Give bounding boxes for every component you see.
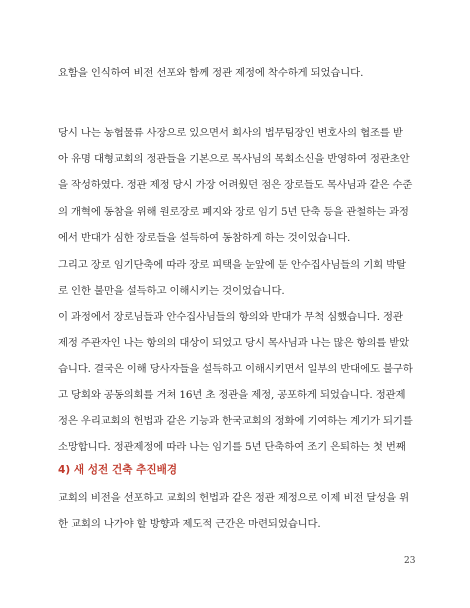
body-line: 고 당회와 공동의회를 거쳐 16년 초 정관을 제정, 공포하게 되었습니다. 정관제 <box>58 389 406 401</box>
body-line: 교회의 비전을 선포하고 교회의 헌법과 같은 정관 제정으로 이제 비전 달성을 위 <box>58 492 410 504</box>
body-line: 을 작성하였다. 정관 제정 당시 가장 어려웠던 점은 장로들도 목사님과 같은 수준 <box>58 179 413 191</box>
body-line: 한 교회의 나가야 할 방향과 제도적 근간은 마련되었습니다. <box>58 518 321 530</box>
page-number: 23 <box>404 556 416 566</box>
body-line: 로 인한 불만을 설득하고 이해시키는 것이었습니다. <box>58 285 285 297</box>
body-line: 요함을 인식하여 비전 선포와 함께 정관 제정에 착수하게 되었습니다. <box>58 67 364 79</box>
body-line: 그리고 장로 임기단축에 따라 장로 피택을 눈앞에 둔 안수집사님들의 기회 박탈 <box>58 259 406 271</box>
body-line: 정은 우리교회의 헌법과 같은 기능과 한국교회의 정화에 기여하는 계기가 되기를 <box>58 415 413 427</box>
body-line: 제정 주관자인 나는 항의의 대상이 되었고 당시 목사님과 나는 많은 항의를 받았 <box>58 337 410 349</box>
body-line: 습니다. 결국은 이해 당사자들을 설득하고 이해시키면서 일부의 반대에도 불구하 <box>58 363 413 375</box>
body-line: 이 과정에서 장로님들과 안수집사님들의 항의와 반대가 무척 심했습니다. 정관 <box>58 311 403 323</box>
body-line: 에서 반대가 심한 장로들을 설득하여 동참하게 하는 것이었습니다. <box>58 232 351 244</box>
section-heading: 4) 새 성전 건축 추진배경 <box>58 464 178 476</box>
body-line: 아 유명 대형교회의 정관들을 기본으로 목사님의 목회소신을 반영하여 정관초안 <box>58 153 410 165</box>
body-line: 의 개혁에 동참을 위해 원로장로 폐지와 장로 임기 5년 단축 등을 관철하는 과정 <box>58 206 409 218</box>
body-line: 소망합니다. 정관제정에 따라 나는 임기를 5년 단축하여 조기 은퇴하는 첫 번째 <box>58 441 406 453</box>
body-line: 당시 나는 농협물류 사장으로 있으면서 회사의 법무팀장인 변호사의 협조를 받 <box>58 127 403 139</box>
